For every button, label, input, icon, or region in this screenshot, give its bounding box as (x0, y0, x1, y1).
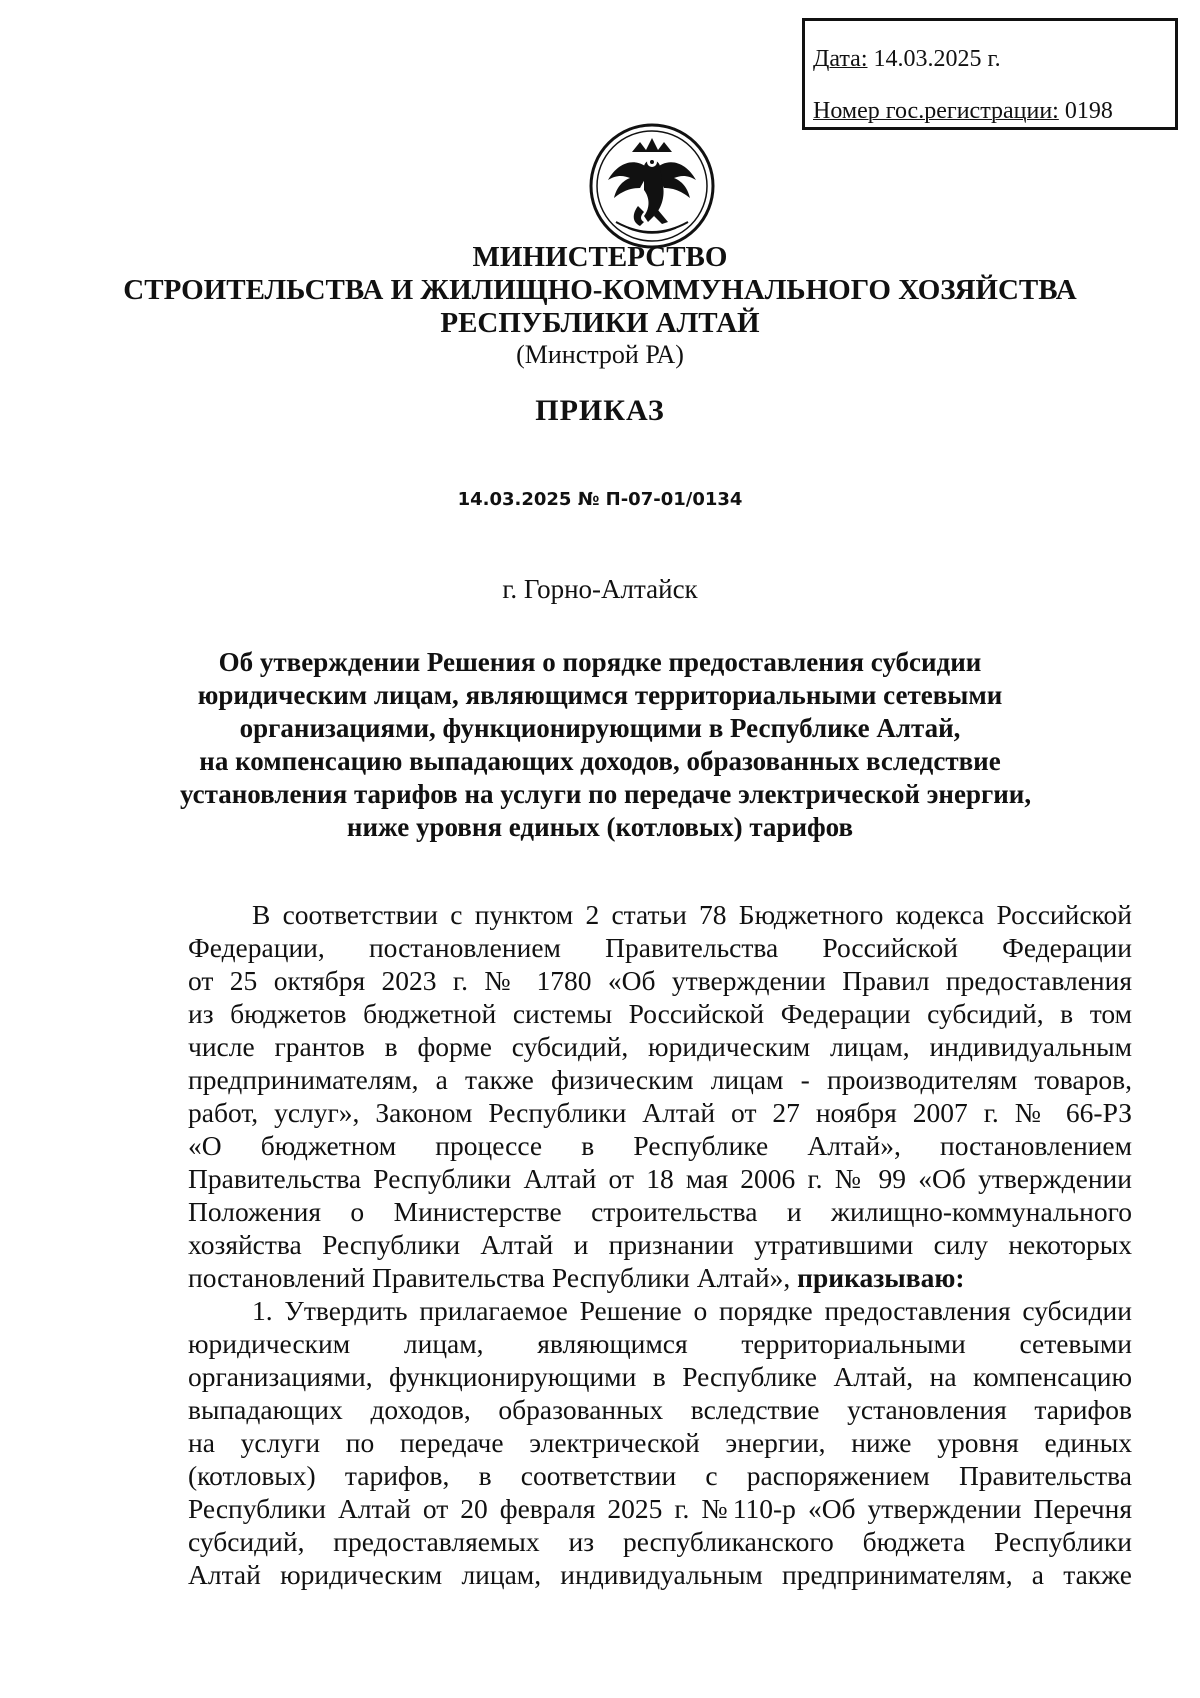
body-line: Положения о Министерстве строительства и жилищно-коммунального (188, 1196, 1132, 1227)
document-title-line: Об утверждении Решения о порядке предоставления субсидии (218, 647, 982, 677)
coat-of-arms-emblem-icon (588, 122, 716, 250)
body-line: от 25 октября 2023 г. № 1780 «Об утверждении Правил предоставления (188, 965, 1132, 996)
registration-number-row (813, 85, 1175, 137)
body-line: (котловых) тарифов, в соответствии с распоряжением Правительства (188, 1460, 1132, 1491)
body-line: «О бюджетном процессе в Республике Алтай», постановлением (188, 1130, 1132, 1161)
document-title (180, 646, 1032, 844)
ministry-name-line-2: СТРОИТЕЛЬСТВА И ЖИЛИЩНО-КОММУНАЛЬНОГО ХОЗЯЙСТВА (123, 274, 1077, 306)
body-line: субсидий, предоставляемых из республиканского бюджета Республики (188, 1526, 1132, 1557)
date-label: Дата: (813, 46, 868, 72)
ministry-name-line-1: МИНИСТЕРСТВО (472, 241, 728, 273)
body-line: Республики Алтай от 20 февраля 2025 г. №110-р «Об утверждении Перечня (188, 1493, 1132, 1524)
document-body (188, 898, 1132, 1591)
body-line: числе грантов в форме субсидий, юридическим лицам, индивидуальным (188, 1031, 1132, 1062)
date-value: 14.03.2025 г. (873, 46, 1001, 72)
registration-number-label: Номер гос.регистрации: (813, 98, 1059, 124)
body-line: предпринимателям, а также физическим лицам - производителям товаров, (188, 1064, 1132, 1095)
body-line: Федерации, постановлением Правительства Российской Федерации (188, 932, 1132, 963)
body-line: из бюджетов бюджетной системы Российской Федерации субсидий, в том (188, 998, 1132, 1029)
body-line: постановлений Правительства Республики Алтай», (188, 1262, 791, 1293)
document-title-line: ниже уровня единых (котловых) тарифов (346, 812, 854, 842)
body-line: Алтай юридическим лицам, индивидуальным предпринимателям, а также (188, 1559, 1132, 1590)
order-word: приказываю: (797, 1262, 965, 1293)
body-line: юридическим лицам, являющимся территориальными сетевыми (188, 1328, 1132, 1359)
body-line: выпадающих доходов, образованных вследствие установления тарифов (188, 1394, 1132, 1425)
registration-number-value: 0198 (1064, 98, 1113, 124)
document-title-line: юридическим лицам, являющимся территориальными сетевыми (197, 680, 1003, 710)
registration-date-row (813, 33, 1175, 85)
document-type-heading: ПРИКАЗ (535, 394, 665, 427)
document-title-line: организациями, функционирующими в Республике Алтай, (239, 713, 961, 743)
body-line: работ, услуг», Законом Республики Алтай от 27 ноября 2007 г. № 66-РЗ (188, 1097, 1132, 1128)
body-line: Правительства Республики Алтай от 18 мая 2006 г. № 99 «Об утверждении (188, 1163, 1132, 1194)
document-title-line: установления тарифов на услуги по передаче электрической энергии, (180, 779, 1032, 809)
body-line: на услуги по передаче электрической энергии, ниже уровня единых (188, 1427, 1132, 1458)
document-city: г. Горно-Алтайск (502, 574, 698, 604)
body-line: хозяйства Республики Алтай и признании утратившими силу некоторых (188, 1229, 1132, 1260)
document-date-number: 14.03.2025 № П-07-01/0134 (457, 489, 743, 510)
document-title-line: на компенсацию выпадающих доходов, образованных вследствие (199, 746, 1001, 776)
body-line: организациями, функционирующими в Республике Алтай, на компенсацию (188, 1361, 1132, 1392)
ministry-short-name: (Минстрой РА) (516, 340, 684, 369)
body-line: 1. Утвердить прилагаемое Решение о порядке предоставления субсидии (252, 1295, 1132, 1326)
ministry-name-line-3: РЕСПУБЛИКИ АЛТАЙ (440, 307, 760, 339)
body-line: В соответствии с пунктом 2 статьи 78 Бюджетного кодекса Российской (252, 899, 1132, 930)
registration-stamp (802, 18, 1178, 130)
body-line-with-order-word (188, 1261, 1132, 1294)
